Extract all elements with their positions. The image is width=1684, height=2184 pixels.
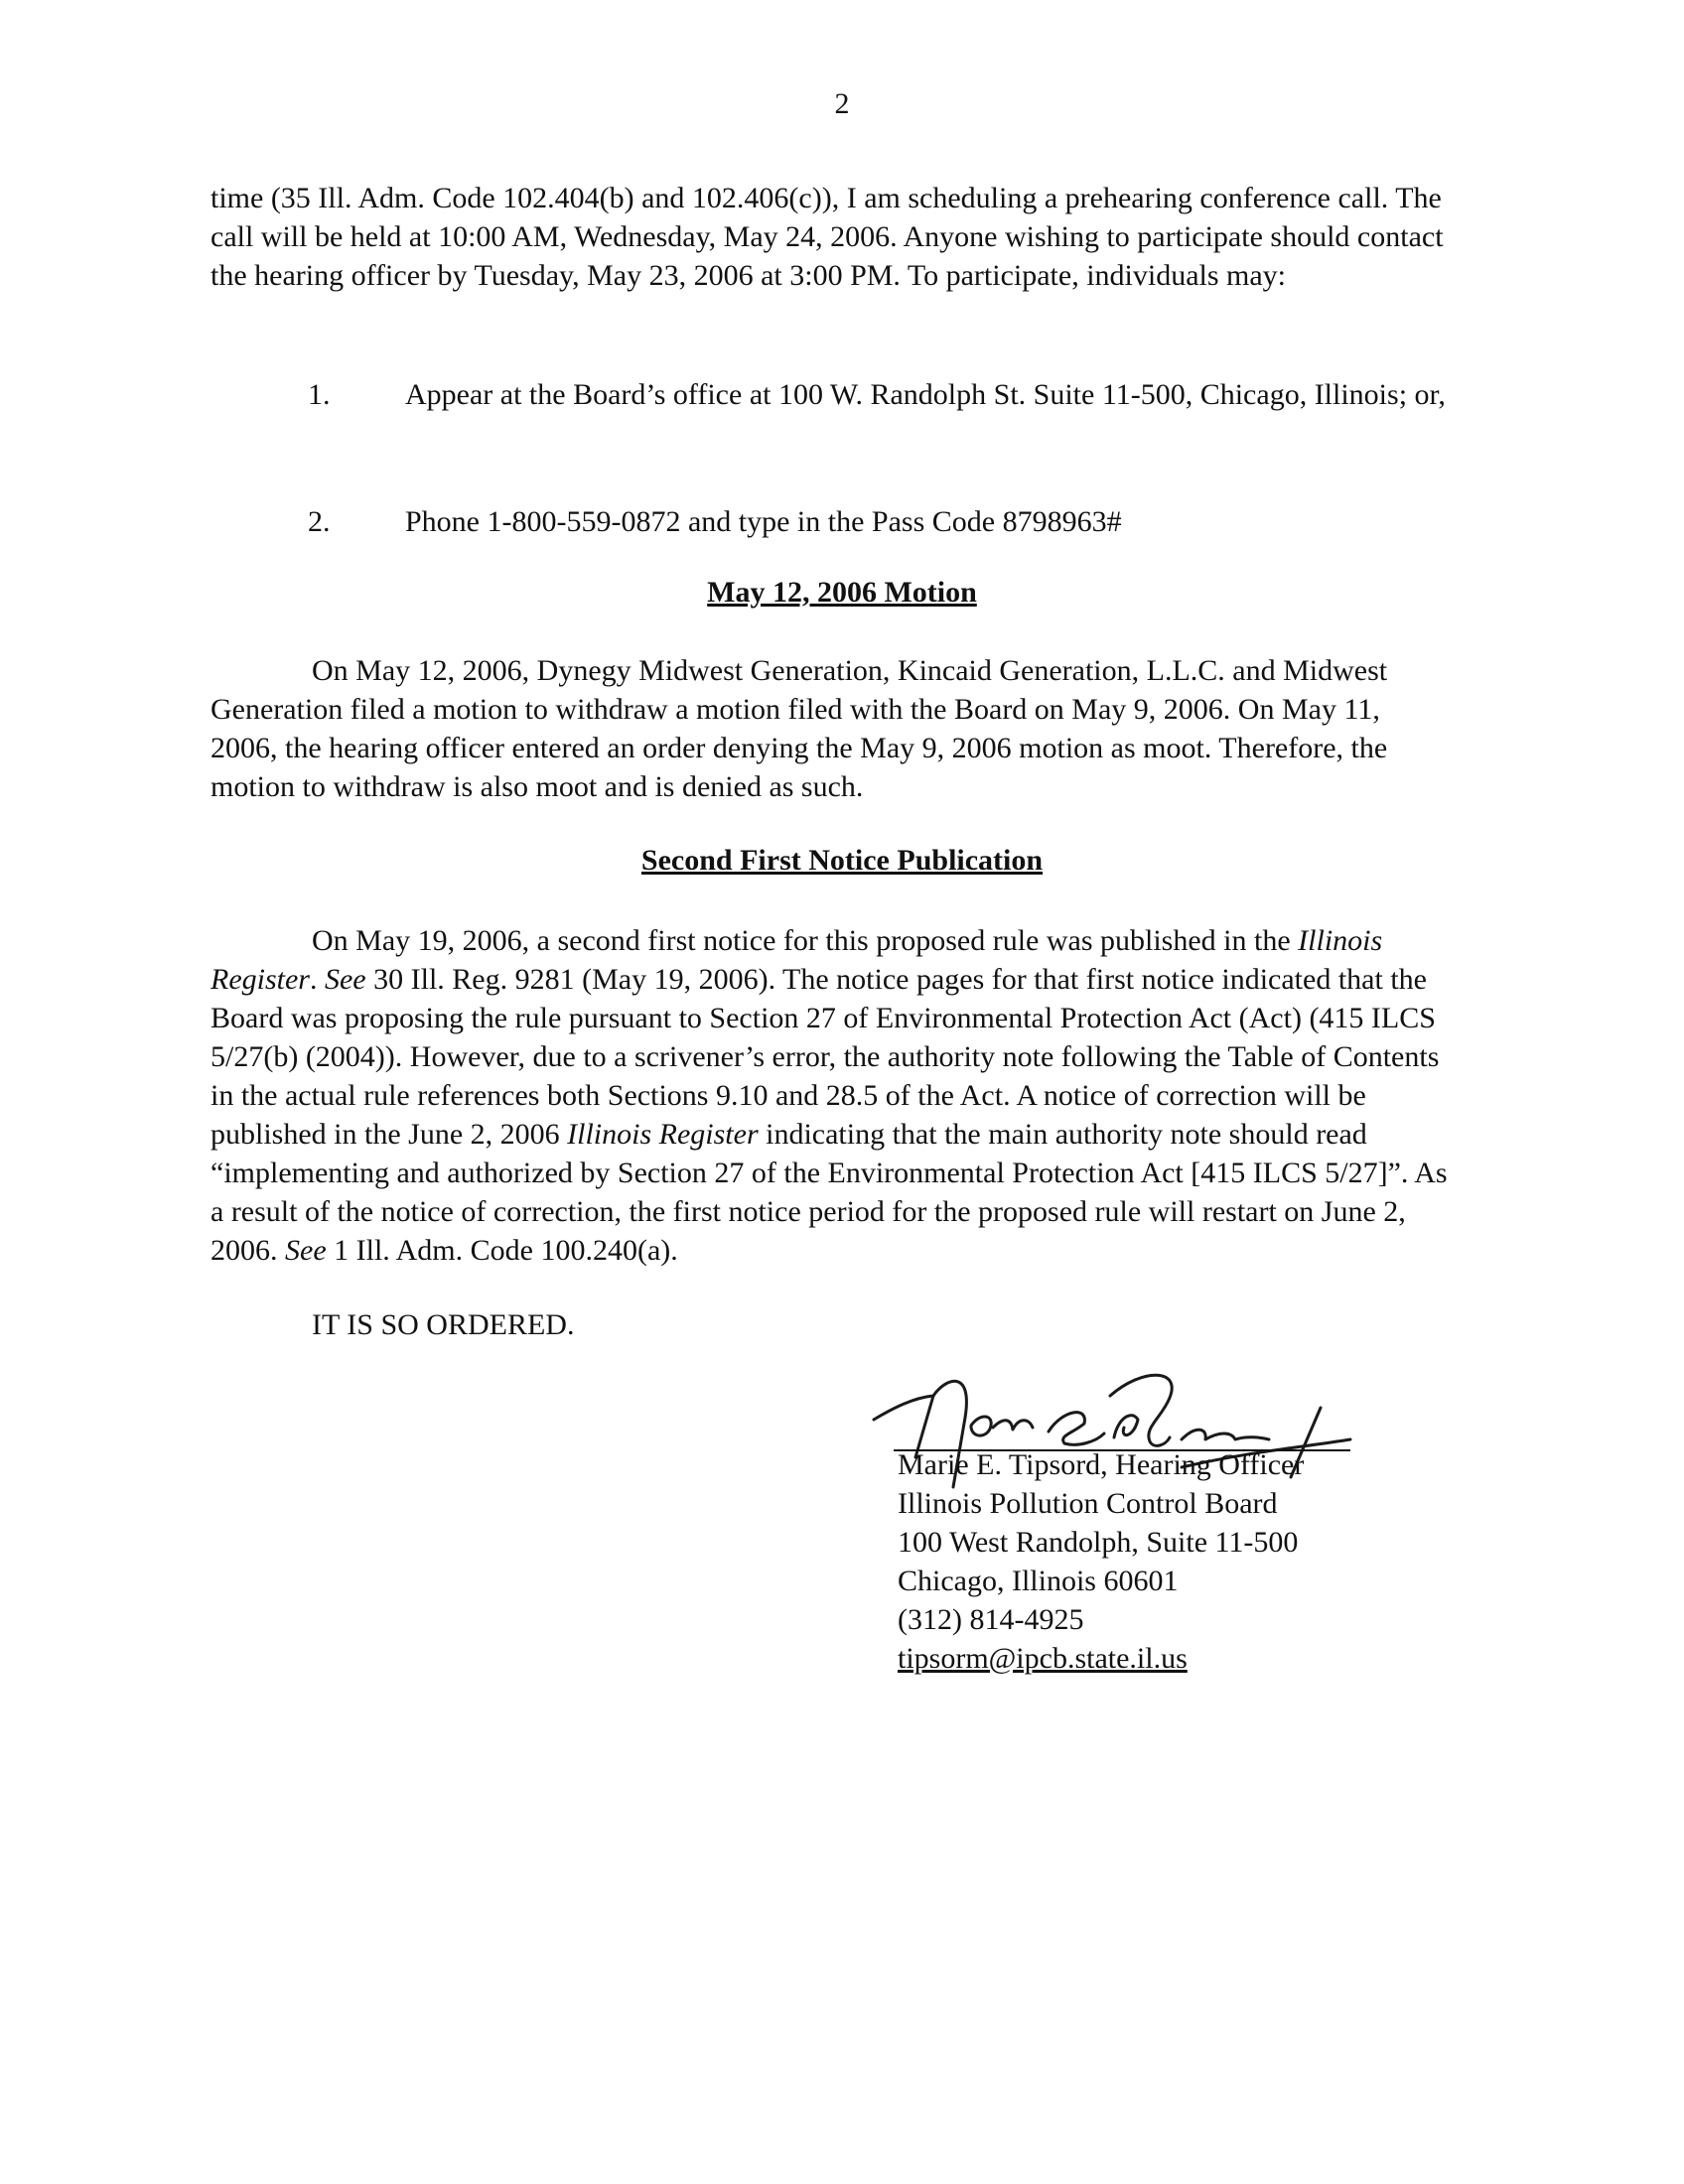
italic-citation: Illinois Register [567, 1118, 759, 1151]
text-run: 1 Ill. Adm. Code 100.240(a). [326, 1234, 678, 1267]
signer-address-line-2: Chicago, Illinois 60601 [898, 1565, 1179, 1597]
section-heading-motion: May 12, 2006 Motion [707, 576, 977, 609]
italic-signal: See [324, 963, 366, 996]
signature-block [898, 1445, 1304, 1678]
intro-paragraph: time (35 Ill. Adm. Code 102.404(b) and 102.406(c)), I am scheduling a prehearing conference call. The call will be held at 10:00 AM, Wednesday, May 24, 2006. Anyone wishing to participate should contact the hearing officer by Tuesday, May 23, 2006 at 3:00 PM. To participate, individuals may: [210, 182, 1444, 292]
list-text: Phone 1-800-559-0872 and type in the Pass Code 8798963# [405, 505, 1122, 538]
signer-email-link[interactable]: tipsorm@ipcb.state.il.us [898, 1642, 1188, 1675]
list-number: 2. [308, 505, 331, 538]
closing-order: IT IS SO ORDERED. [312, 1308, 575, 1341]
signer-address-line-1: 100 West Randolph, Suite 11-500 [898, 1526, 1299, 1559]
page-number: 2 [834, 87, 850, 120]
publication-paragraph [210, 921, 1452, 1270]
text-run: . [309, 963, 325, 996]
section-heading-publication: Second First Notice Publication [640, 844, 1044, 877]
text-run: indicating that the main authority note should read “implementing and authorized by Section 27 of the Environmental Protection Act [415 ILCS 5/27]”. As a result of the notice of correction, the first notice period for the proposed rule will restart on June 2, 2006. [210, 1118, 1448, 1267]
list-number: 1. [308, 378, 331, 411]
signer-organization: Illinois Pollution Control Board [898, 1487, 1278, 1520]
text-run: 30 Ill. Reg. 9281 (May 19, 2006). The notice pages for that first notice indicated that the Board was proposing the rule pursuant to Section 27 of Environmental Protection Act (Act) (415 ILCS 5/27(b) (2004)). However, due to a scrivener’s error, the authority note following the Table of Contents in the actual rule references both Sections 9.10 and 28.5 of the Act. A notice of correction will be published in the June 2, 2006 [210, 963, 1440, 1151]
motion-paragraph: On May 12, 2006, Dynegy Midwest Generation, Kincaid Generation, L.L.C. and Midwest Generation filed a motion to withdraw a motion filed with the Board on May 9, 2006. On May 11, 2006, the hearing officer entered an order denying the May 9, 2006 motion as moot. Therefore, the motion to withdraw is also moot and is denied as such. [210, 654, 1388, 803]
italic-signal: See [285, 1234, 327, 1267]
list-text: Appear at the Board’s office at 100 W. Randolph St. Suite 11-500, Chicago, Illinois; or, [405, 378, 1446, 411]
signer-phone: (312) 814-4925 [898, 1603, 1084, 1636]
text-run: On May 19, 2006, a second first notice for this proposed rule was published in the [312, 924, 1299, 957]
italic-citation: Illinois Register [210, 924, 1383, 996]
signer-name-title: Marie E. Tipsord, Hearing Officer [898, 1448, 1305, 1481]
